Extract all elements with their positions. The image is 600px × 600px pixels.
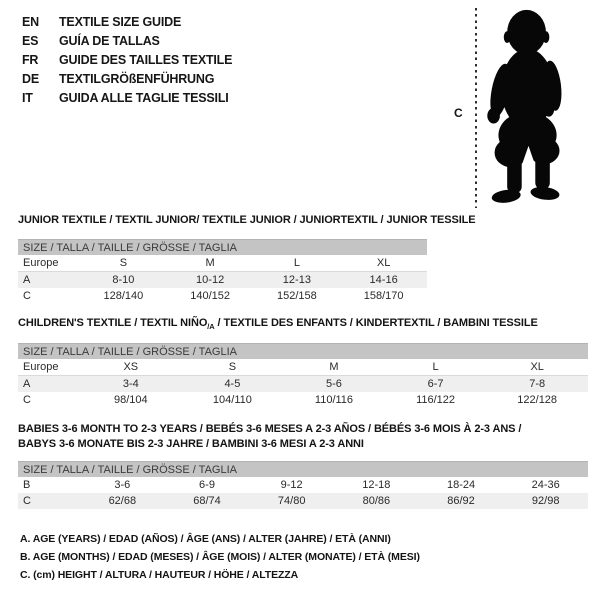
table-cell: 10-12 — [196, 274, 225, 286]
legend-line-b: B. AGE (MONTHS) / EDAD (MESES) / ÂGE (MOIS) / ALTER (MONATE) / ETÀ (MESI) — [20, 551, 420, 563]
children-table-title — [18, 317, 538, 329]
size-header-bar: SIZE / TALLA / TAILLE / GRÖSSE / TAGLIA — [18, 461, 588, 477]
row-label: A — [23, 274, 31, 286]
table-cell: 18-24 — [446, 479, 476, 491]
table-cell: 8-10 — [112, 274, 135, 286]
lang-row-fr — [22, 51, 232, 70]
lang-code: EN — [22, 15, 39, 29]
table-row-height — [18, 288, 427, 304]
row-label: C — [23, 290, 31, 302]
table-row-height — [18, 392, 588, 408]
column-header: XL — [376, 257, 391, 269]
size-header-bar: SIZE / TALLA / TAILLE / GRÖSSE / TAGLIA — [18, 239, 427, 255]
title-part: / TEXTILE DES ENFANTS / KINDERTEXTIL / BAMBINI TESSILE — [214, 317, 538, 329]
junior-table-title: JUNIOR TEXTILE / TEXTIL JUNIOR/ TEXTILE JUNIOR / JUNIORTEXTIL / JUNIOR TESSILE — [18, 214, 476, 226]
column-header: XL — [530, 361, 544, 373]
row-label: C — [23, 495, 31, 507]
table-cell: 128/140 — [103, 290, 144, 302]
lang-title: GUÍA DE TALLAS — [59, 34, 160, 48]
legend — [20, 530, 420, 584]
table-cell: 86/92 — [447, 495, 475, 507]
lang-code: FR — [22, 53, 39, 67]
junior-size-table — [18, 239, 427, 304]
table-cell: 92/98 — [531, 495, 560, 507]
table-cell: 3-6 — [114, 479, 131, 491]
lang-title: TEXTILE SIZE GUIDE — [59, 15, 182, 29]
column-header: L — [293, 257, 300, 269]
table-cell: 158/170 — [363, 290, 404, 302]
table-cell: 5-6 — [326, 378, 342, 390]
table-cell: 12-18 — [362, 479, 391, 491]
table-cell: 104/110 — [212, 394, 252, 406]
lang-row-es — [22, 32, 232, 51]
table-cell: 3-4 — [122, 378, 139, 390]
table-cell: 122/128 — [517, 394, 558, 406]
column-header: M — [205, 257, 215, 269]
table-cell: 14-16 — [369, 274, 398, 286]
column-header: M — [329, 361, 339, 373]
table-cell: 6-9 — [199, 479, 215, 491]
lang-title: TEXTILGRÖßENFÜHRUNG — [59, 72, 215, 86]
legend-line-c: C. (cm) HEIGHT / ALTURA / HAUTEUR / HÖHE / ALTEZZA — [20, 569, 299, 581]
row-label: B — [23, 479, 31, 491]
language-title-list — [22, 13, 232, 108]
column-header-row — [18, 359, 588, 376]
title-part: CHILDREN'S TEXTILE / TEXTIL NIÑO — [18, 317, 208, 329]
table-cell: 98/104 — [113, 394, 148, 406]
lang-title: GUIDA ALLE TAGLIE TESSILI — [59, 91, 229, 105]
height-measure-label: C — [454, 106, 463, 120]
lang-title: GUIDE DES TAILLES TEXTILE — [59, 53, 233, 67]
table-cell: 110/116 — [314, 394, 354, 406]
children-size-table — [18, 343, 588, 408]
height-measure-dotted-line — [475, 8, 477, 208]
table-row-age — [18, 272, 427, 288]
babies-size-table — [18, 461, 588, 509]
table-cell: 80/86 — [362, 495, 391, 507]
lang-row-de — [22, 70, 232, 89]
table-cell: 74/80 — [277, 495, 306, 507]
column-header: L — [432, 361, 439, 373]
table-row-age-months — [18, 477, 588, 493]
table-cell: 68/74 — [193, 495, 221, 507]
babies-table-title — [18, 422, 521, 452]
table-cell: 7-8 — [529, 378, 546, 390]
table-cell: 12-13 — [282, 274, 311, 286]
row-label: C — [23, 394, 31, 406]
title-line-2: BABYS 3-6 MONATE BIS 2-3 JAHRE / BAMBINI 3-6 MESI A 2-3 ANNI — [18, 438, 364, 450]
table-cell: 140/152 — [190, 290, 230, 302]
legend-line-a: A. AGE (YEARS) / EDAD (AÑOS) / ÂGE (ANS) / ALTER (JAHRE) / ETÀ (ANNI) — [20, 533, 391, 545]
size-header-bar: SIZE / TALLA / TAILLE / GRÖSSE / TAGLIA — [18, 343, 588, 359]
lang-row-it — [22, 89, 232, 108]
column-header: Europe — [23, 361, 59, 373]
table-cell: 24-36 — [531, 479, 560, 491]
table-row-age — [18, 376, 588, 392]
column-header: S — [119, 257, 128, 269]
column-header: Europe — [23, 257, 59, 269]
table-cell: 9-12 — [280, 479, 303, 491]
row-label: A — [23, 378, 31, 390]
table-cell: 152/158 — [276, 290, 317, 302]
table-cell: 62/68 — [108, 495, 137, 507]
column-header: S — [228, 361, 237, 373]
title-line-1: BABIES 3-6 MONTH TO 2-3 YEARS / BEBÉS 3-6 MESES A 2-3 AÑOS / BÉBÉS 3-6 MOIS À 2-3 ANS / — [18, 423, 522, 435]
table-row-height — [18, 493, 588, 509]
table-cell: 6-7 — [427, 378, 444, 390]
lang-code: ES — [22, 34, 39, 48]
lang-code: IT — [22, 91, 33, 105]
baby-silhouette-icon — [481, 7, 576, 207]
title-subscript: /A — [207, 321, 215, 331]
table-cell: 4-5 — [224, 378, 241, 390]
table-cell: 116/122 — [416, 394, 456, 406]
column-header-row — [18, 255, 427, 272]
lang-code: DE — [22, 72, 39, 86]
lang-row-en — [22, 13, 232, 32]
column-header: XS — [123, 361, 139, 373]
